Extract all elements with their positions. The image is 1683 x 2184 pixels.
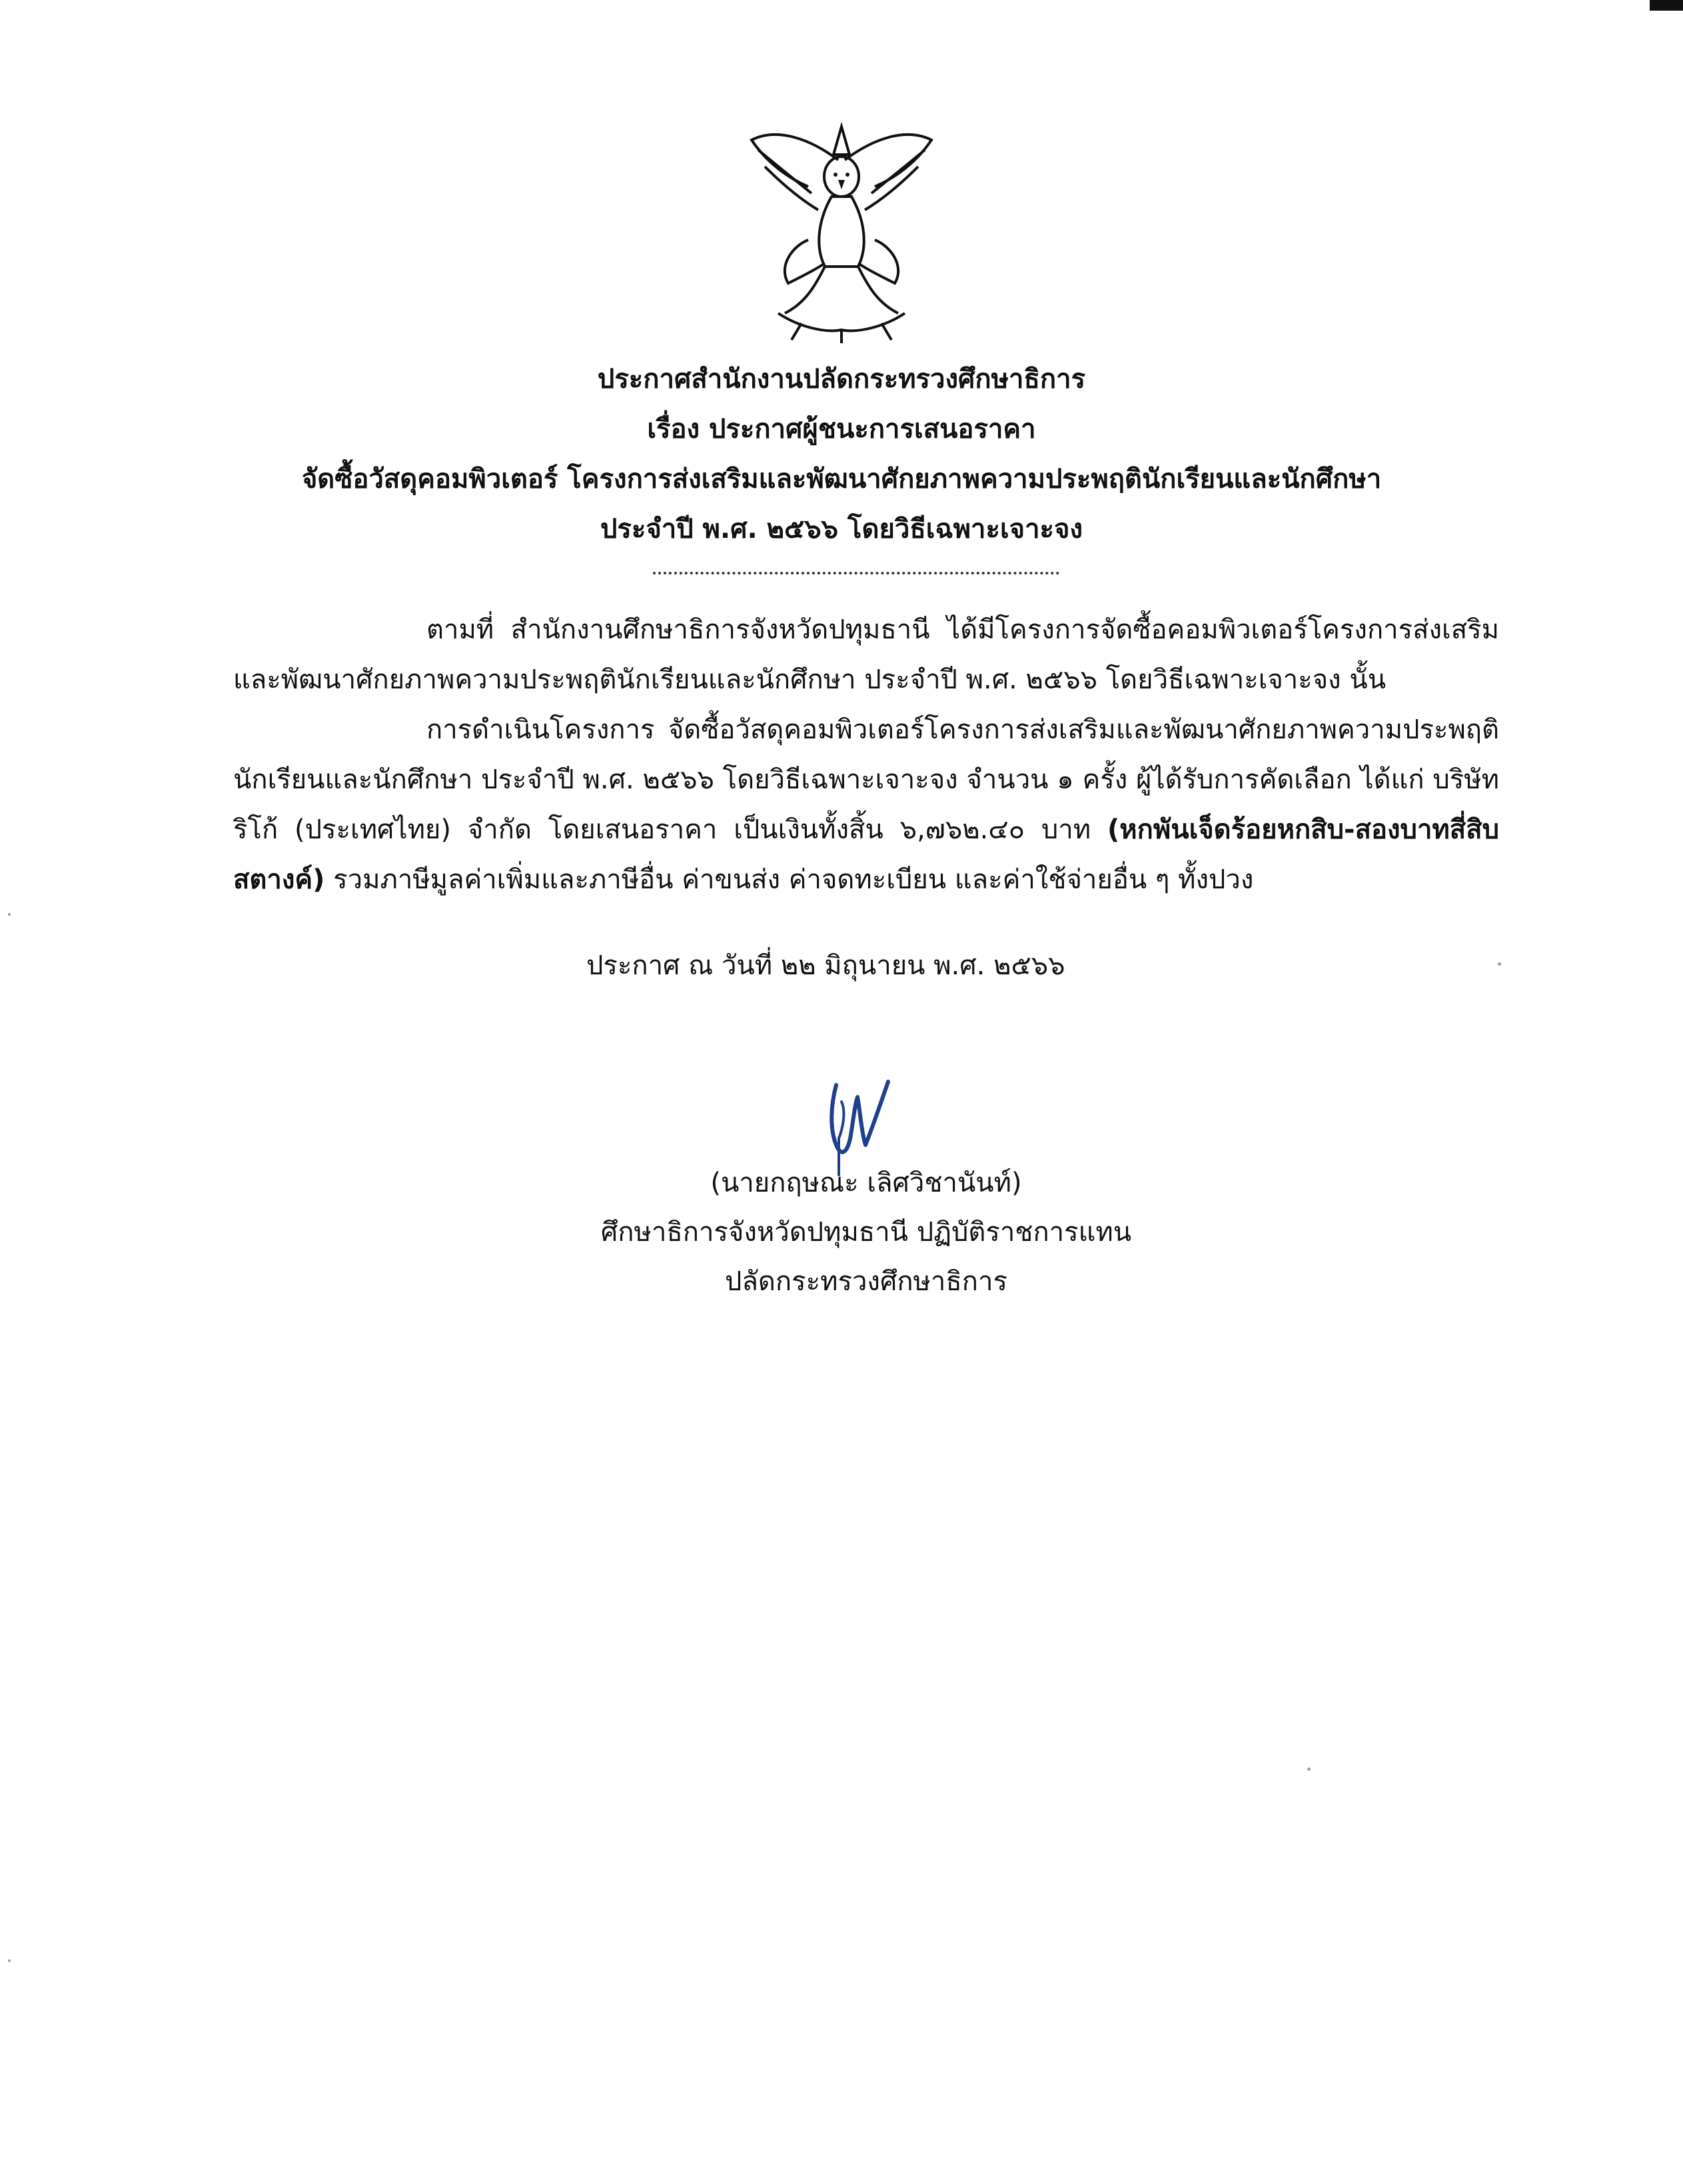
amount-in-words: (หกพันเจ็ดร้อยหกสิบ-สองบาทสี่สิบสตางค์): [233, 814, 1499, 895]
scan-speck: [8, 1959, 11, 1962]
signer-position-1: ศึกษาธิการจังหวัดปทุมธานี ปฏิบัติราชการแทน: [600, 1217, 1132, 1248]
heading-line-subject: เรื่อง ประกาศผู้ชนะการเสนอราคา: [647, 414, 1036, 445]
paragraph-result: [233, 705, 1499, 905]
announcement-heading: [120, 355, 1563, 554]
paragraph2-tail: รวมภาษีมูลค่าเพิ่มและภาษีอื่น ค่าขนส่ง ค่าจดทะเบียน และค่าใช้จ่ายอื่น ๆ ทั้งปวง: [324, 864, 1254, 895]
announcement-date: ประกาศ ณ วันที่ ๒๒ มิถุนายน พ.ศ. ๒๕๖๖: [586, 950, 1065, 981]
paragraph2-text: การดำเนินโครงการ จัดซื้อวัสดุคอมพิวเตอร์โครงการส่งเสริมและพัฒนาศักยภาพความประพฤตินักเรียนและนักศึกษา ประจำปี พ.ศ. ๒๕๖๖ โดยวิธีเฉพาะเจาะจง จำนวน ๑ ครั้ง ผู้ได้รับการคัดเลือก ได้แก่ บริษัท ริโก้ (ประเทศไทย) จำกัด โดยเสนอราคา เป็นเงินทั้งสิ้น ๖,๗๖๒.๔๐ บาท: [233, 714, 1499, 845]
heading-line-year: ประจำปี พ.ศ. ๒๕๖๖ โดยวิธีเฉพาะเจาะจง: [600, 514, 1083, 545]
heading-line-office: ประกาศสำนักงานปลัดกระทรวงศึกษาธิการ: [597, 364, 1086, 395]
signer-name: (นายกฤษณะ เลิศวิชานันท์): [710, 1168, 1022, 1198]
scan-speck: [1307, 1767, 1311, 1771]
signer-position-2: ปลัดกระทรวงศึกษาธิการ: [725, 1266, 1007, 1297]
paragraph1-text: ตามที่ สำนักงานศึกษาธิการจังหวัดปทุมธานี ได้มีโครงการจัดซื้อคอมพิวเตอร์โครงการส่งเสริมและพัฒนาศักยภาพความประพฤตินักเรียนและนักศึกษา ประจำปี พ.ศ. ๒๕๖๖ โดยวิธีเฉพาะเจาะจง นั้น: [233, 614, 1499, 695]
dotted-divider: [653, 572, 1059, 574]
paragraph-background: [233, 605, 1499, 705]
scan-edge-mark: [1650, 0, 1683, 11]
signature-block: [466, 1158, 1266, 1306]
scan-speck: [1498, 962, 1501, 966]
scan-speck: [8, 913, 11, 916]
heading-line-project: จัดซื้อวัสดุคอมพิวเตอร์ โครงการส่งเสริมและพัฒนาศักยภาพความประพฤตินักเรียนและนักศึกษา: [301, 464, 1382, 495]
garuda-emblem: [738, 113, 945, 347]
